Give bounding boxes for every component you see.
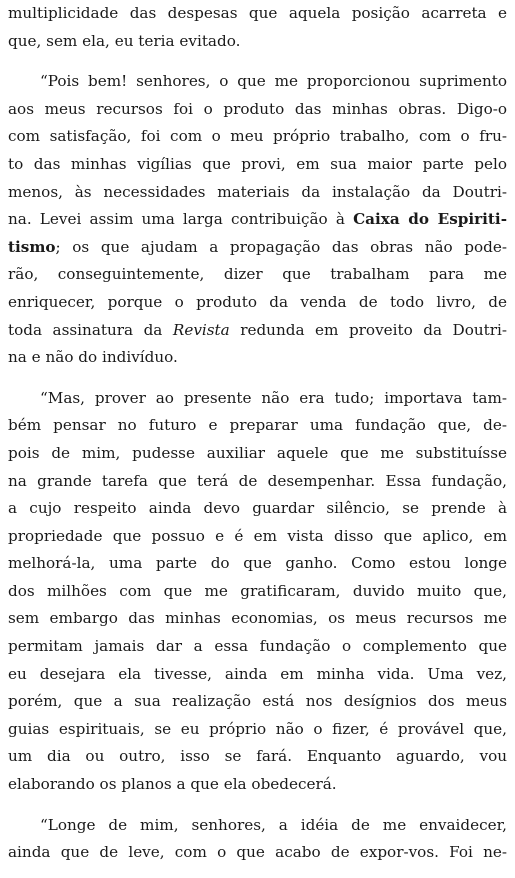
text-line: ainda que de leve, com o que acabo de expor-vos. Foi ne- [8,843,507,862]
paragraph-longe-de-mim [8,812,507,867]
text-line: enriquecer, porque o produto da venda de todo livro, de [8,292,507,311]
text-line: bém pensar no futuro e preparar uma fundação que, de- [8,416,507,435]
bold-term-tismo: tismo [8,237,56,256]
text-line: dos milhões com que me gratificaram, duvido muito que, [8,581,507,600]
text-line-with-bold [8,234,507,262]
text-run: toda assinatura da [8,320,173,339]
text-line: sem embargo das minhas economias, os meus recursos me [8,609,507,628]
italic-term-revista: Revista [172,320,230,339]
text-line: aos meus recursos foi o produto das minhas obras. Digo-o [8,99,507,118]
text-line: “Longe de mim, senhores, a idéia de me envaidecer, [40,815,507,834]
text-line: porém, que a sua realização está nos desígnios dos meus [8,692,507,711]
text-line: na e não do indivíduo. [8,348,178,367]
text-line: “Mas, prover ao presente não era tudo; importava tam- [40,388,507,407]
paragraph-continuation [8,0,507,55]
paragraph-mas-prover [8,385,507,799]
text-line: eu desejara ela tivesse, ainda em minha vida. Uma vez, [8,664,507,683]
text-run: redunda em proveito da Doutri- [229,320,507,339]
text-line: elaborando os planos a que ela obedecerá. [8,775,337,794]
text-run: ; os que ajudam a propagação das obras não pode- [55,237,507,256]
text-line: to das minhas vigílias que provi, em sua maior parte pelo [8,154,507,173]
document-page [8,0,507,878]
paragraph-pois-bem [8,68,507,372]
text-line: propriedade que possuo e é em vista disso que aplico, em [8,526,507,545]
text-line: um dia ou outro, isso se fará. Enquanto aguardo, vou [8,747,507,766]
text-line-with-bold [8,206,507,234]
text-line: “Pois bem! senhores, o que me proporcionou suprimento [40,72,507,91]
text-line: a cujo respeito ainda devo guardar silêncio, se prende à [8,499,507,518]
bold-term-caixa: Caixa do Espiriti- [353,210,507,229]
text-line: melhorá-la, uma parte do que ganho. Como estou longe [8,554,507,573]
text-line: com satisfação, foi com o meu próprio trabalho, com o fru- [8,127,507,146]
text-line: rão, conseguintemente, dizer que trabalham para me [8,265,507,284]
text-line: guias espirituais, se eu próprio não o fizer, é provável que, [8,719,507,738]
text-line: na grande tarefa que terá de desempenhar. Essa fundação, [8,471,507,490]
text-line: menos, às necessidades materiais da instalação da Doutri- [8,182,507,201]
text-line: multiplicidade das despesas que aquela posição acarreta e [8,4,507,22]
text-line: que, sem ela, eu teria evitado. [8,31,241,50]
text-line: pois de mim, pudesse auxiliar aquele que me substituísse [8,443,507,462]
text-line: permitam jamais dar a essa fundação o complemento que [8,637,507,656]
text-line-with-italic [8,317,507,345]
text-run: na. Levei assim uma larga contribuição à [8,210,354,229]
